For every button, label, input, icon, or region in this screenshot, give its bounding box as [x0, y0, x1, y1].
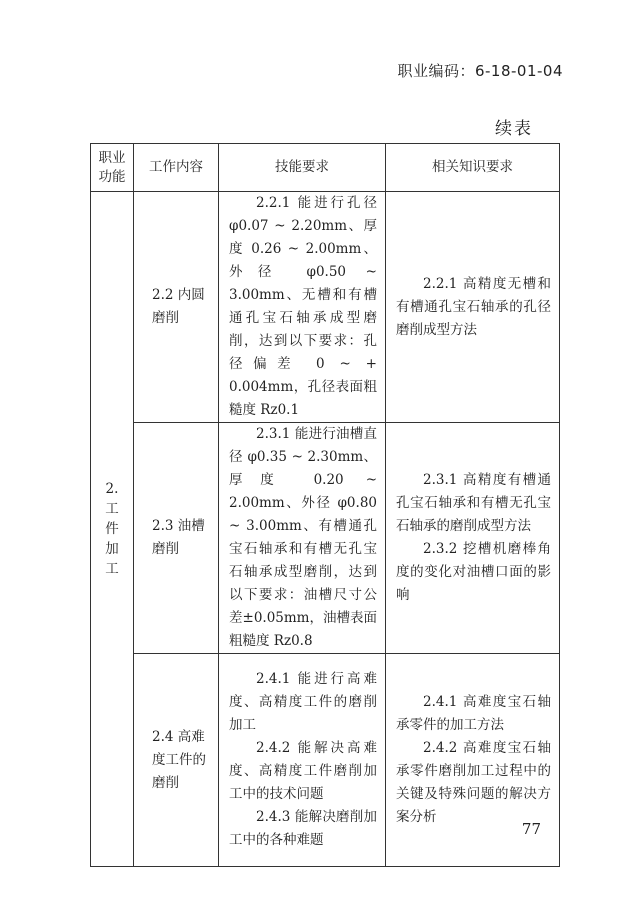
skill-item: 2.4.1 能进行高难度、高精度工件的磨削加工: [229, 671, 377, 733]
table-row: [91, 423, 560, 654]
skill-cell: [219, 423, 386, 654]
table-row: [91, 192, 560, 423]
function-cell: [91, 192, 134, 867]
knowledge-item: 2.4.1 高难度宝石轴承零件的加工方法: [396, 694, 551, 733]
skill-text: 2.2.1 能进行孔径 φ0.07 ~ 2.20mm、厚度 0.26 ~ 2.00mm、外径 φ0.50 ~ 3.00mm、无槽和有槽通孔宝石轴承成型磨削，达到以下要求：孔径偏差 0 ~ + 0.004mm，孔径表面粗糙度 Rz0.1: [229, 195, 377, 418]
knowledge-item: 2.2.1 高精度无槽和有槽通孔宝石轴承的孔径磨削成型方法: [396, 275, 551, 338]
knowledge-item: 2.4.2 高难度宝石轴承零件磨削加工过程中的关键及特殊问题的解决方案分析: [396, 740, 551, 825]
header-function: 职业功能: [91, 144, 134, 192]
skill-item: 2.4.3 能解决磨削加工中的各种难题: [229, 809, 377, 848]
work-content-cell: 2.4 高难度工件的磨削: [134, 654, 219, 867]
work-content-cell: 2.3 油槽磨削: [134, 423, 219, 654]
skill-item: 2.4.2 能解决高难度、高精度工件磨削加工中的技术问题: [229, 740, 377, 802]
knowledge-cell: [386, 192, 560, 423]
knowledge-item: 2.3.2 挖槽机磨棒角度的变化对油槽口面的影响: [396, 541, 551, 603]
skill-cell: [219, 192, 386, 423]
function-number: 2.: [105, 481, 119, 497]
continued-label: 续表: [495, 119, 533, 139]
header-knowledge: 相关知识要求: [386, 144, 560, 192]
knowledge-cell: [386, 423, 560, 654]
work-content-cell: 2.2 内圆磨削: [134, 192, 219, 423]
header-content: 工作内容: [134, 144, 219, 192]
skill-cell: [219, 654, 386, 867]
header-skill: 技能要求: [219, 144, 386, 192]
knowledge-item: 2.3.1 高精度有槽通孔宝石轴承和有槽无孔宝石轴承的磨削成型方法: [396, 472, 551, 534]
occupation-code: 职业编码：6-18-01-04: [397, 62, 563, 80]
table-row: [91, 654, 560, 867]
skill-text: 2.3.1 能进行油槽直径 φ0.35 ~ 2.30mm、厚度 0.20 ~ 2.00mm、外径 φ0.80 ~ 3.00mm、有槽通孔宝石轴承和有槽无孔宝石轴承成型磨削，达到以下要求：油槽尺寸公差±0.05mm，油槽表面粗糙度 Rz0.8: [229, 426, 377, 649]
function-name: 工件加工: [105, 501, 119, 577]
table-header-row: [91, 144, 560, 192]
page-number: 77: [521, 820, 541, 838]
skills-table: [90, 143, 560, 867]
